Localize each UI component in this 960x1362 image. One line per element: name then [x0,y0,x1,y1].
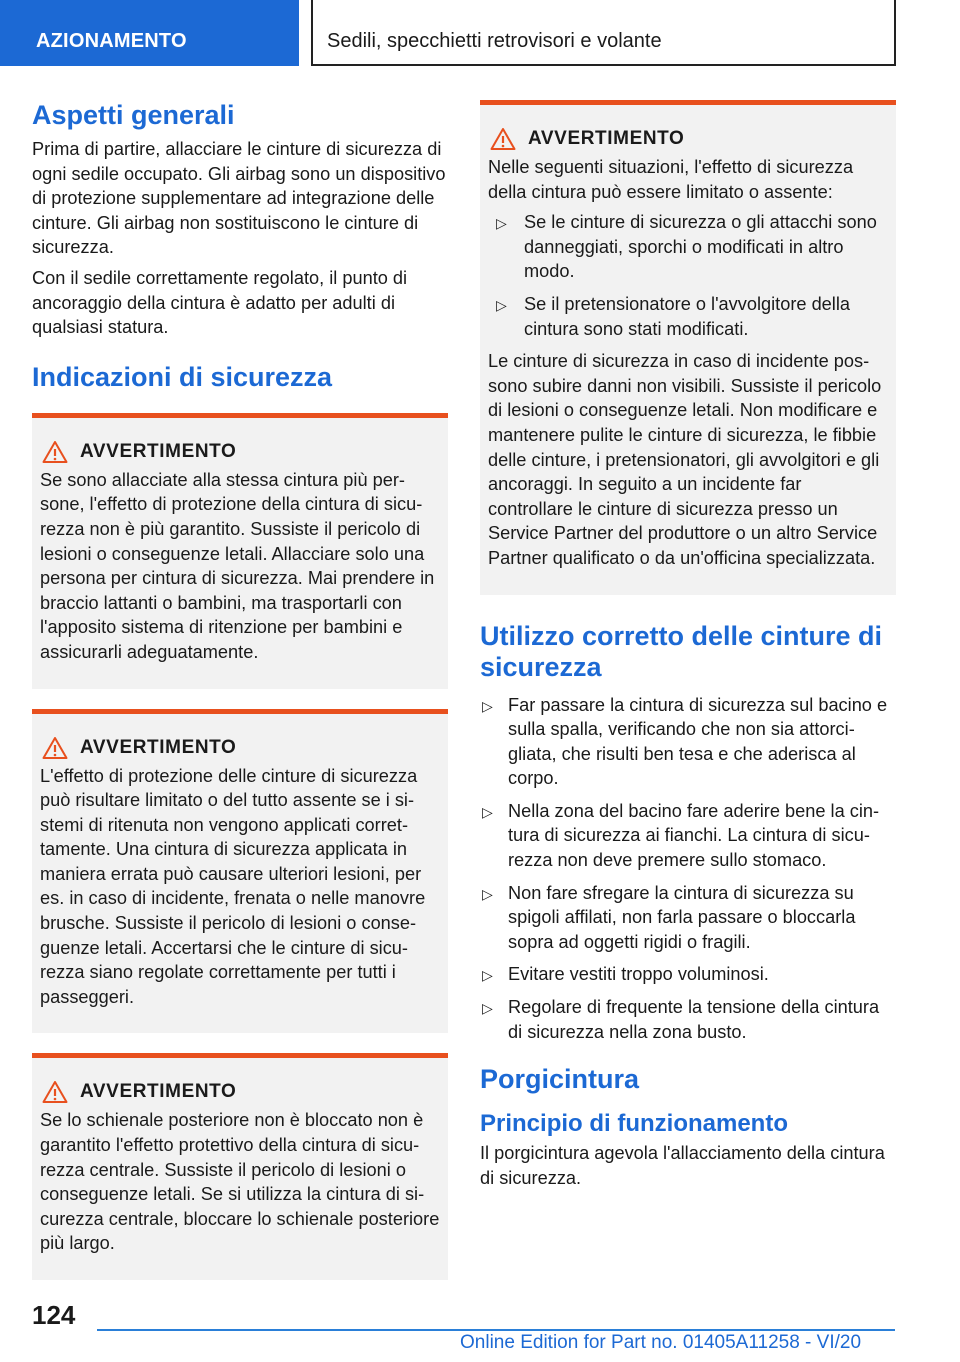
heading-porgicintura: Porgicintura [480,1064,640,1095]
warning-header [40,440,440,464]
warning-triangle-icon [490,127,516,151]
list-item: ▷ Se il pretensionatore o l'avvolgitore della cintura sono stati modificati. [496,293,850,339]
list-item: ▷ Evitare vestiti troppo voluminosi. [480,962,896,987]
triangle-bullet-icon: ▷ [496,296,507,313]
warning-text: Se sono allacciate alla stessa cintura più persone, l'effetto di protezione della cintura di sicurezza non è più garantito. Sussiste il pericolo di lesioni o conseguenze letali. Allacciare solo una persona per cintura di sicurezza. Mai prendere in braccio lattanti o bambini, ma trasportarli con l'apposito sistema di ritenzione per bambini e assicurarli adeguatamente. [40,469,435,662]
list-item: ▷ Nella zona del bacino fare aderire bene la cintura di sicurezza ai fianchi. La cintura di sicurezza non deve premere sullo stomaco. [482,800,880,871]
warning-header [488,127,888,151]
warning-box-2 [32,709,448,1034]
paragraph-aspetti-2: Con il sedile correttamente regolato, il punto di ancoraggio della cintura è adatto per adulti di qualsiasi statura. [32,267,408,338]
footer-edition: Online Edition for Part no. 01405A11258 - VI/20 [460,1332,862,1353]
warning-label: AVVERTIMENTO [528,128,685,149]
list-item: ▷ Se le cinture di sicurezza o gli attacchi sono danneggiati, sporchi o modificati in altro modo. [496,212,877,282]
warning-box-4 [480,100,896,595]
warning-triangle-icon [42,1080,68,1104]
chapter-tab[interactable]: AZIONAMENTO [0,0,299,66]
warning-box-3 [32,1053,448,1280]
paragraph-porgicintura: Il porgicintura agevola l'allacciamento della cintura di sicurezza. [480,1143,885,1188]
warning-header [40,1080,440,1104]
warning-label: AVVERTIMENTO [80,440,237,462]
utilizzo-list [480,693,896,1045]
page-number: 124 [32,1300,76,1330]
warning-list [488,210,888,341]
warning-text: L'effetto di protezione delle cinture di sicurezza può risultare limitato o del tutto assente se i sistemi di ritenuta non vengono applicati correttamente. Una cintura di sicurezza applicata in maniera errata può causare ulteriori lesioni, per es. in caso di incidente, frenata o nelle manovre brusche. Sussiste il pericolo di lesioni o conseguenze letali. Accertarsi che le cinture di sicurezza siano regolate correttamente per tutti i passeggeri. [40,765,426,1007]
breadcrumb[interactable]: Sedili, specchietti retrovisori e volante [311,0,896,66]
heading-aspetti-generali: Aspetti generali [32,100,235,130]
warning-label: AVVERTIMENTO [80,736,237,758]
warning-outro: Le cinture di sicurezza in caso di incidente possono subire danni non visibili. Sussiste il pericolo di lesioni o conseguenze letali. Non modificare e mantenere pulite le cinture di sicurezza, le fibbie delle cinture, i pretensionatori, gli avvolgitori e gli ancoraggi. In seguito a un incidente far controllare le cinture di sicurezza presso un Service Partner del produttore o un altro Service Partner qualificato o da un'officina specializzata. [488,351,882,568]
triangle-bullet-icon: ▷ [482,697,493,714]
triangle-bullet-icon: ▷ [482,803,493,820]
warning-text: Se lo schienale posteriore non è bloccato non è garantito l'effetto protettivo della cintura di sicurezza centrale. Sussiste il pericolo di lesioni o conseguenze letali. Se si utilizza la cintura di sicurezza centrale, bloccare lo schienale posteriore più largo. [40,1110,440,1254]
left-column [32,100,448,1300]
triangle-bullet-icon: ▷ [482,967,493,984]
list-item: ▷ Regolare di frequente la tensione della cintura di sicurezza nella zona busto. [482,997,880,1042]
heading-indicazioni-sicurezza: Indicazioni di sicurezza [32,361,333,392]
right-column [480,100,896,1196]
subheading-principio-funzionamento: Principio di funzionamento [480,1110,788,1138]
warning-label: AVVERTIMENTO [80,1081,237,1103]
warning-intro: Nelle seguenti situazioni, l'effetto di sicurezza della cintura può essere limitato o assente: [488,157,854,202]
warning-triangle-icon [42,736,68,760]
triangle-bullet-icon: ▷ [482,885,493,902]
footer-divider [97,1329,895,1331]
list-item: ▷ Non fare sfregare la cintura di sicurezza su spigoli affilati, non farla passare o bloccarla sopra ad oggetti rigidi o fragili. [482,882,856,952]
paragraph-aspetti-1: Prima di partire, allacciare le cinture di sicurezza di ogni sedile occupato. Gli airbag sono un dispositivo di protezione supplementare ad integrazione delle cinture. Gli airbag non sostituiscono le cinture di sicurezza. [32,139,446,258]
warning-header [40,736,440,760]
heading-utilizzo-corretto: Utilizzo corretto delle cinture di sicurezza [480,620,883,682]
list-item: ▷ Far passare la cintura di sicurezza sul bacino e sulla spalla, verificando che non sia attorcigliata, che risulti ben tesa e che aderisca al corpo. [482,694,888,789]
warning-triangle-icon [42,440,68,464]
triangle-bullet-icon: ▷ [496,215,507,232]
triangle-bullet-icon: ▷ [482,1000,493,1017]
warning-box-1 [32,413,448,689]
